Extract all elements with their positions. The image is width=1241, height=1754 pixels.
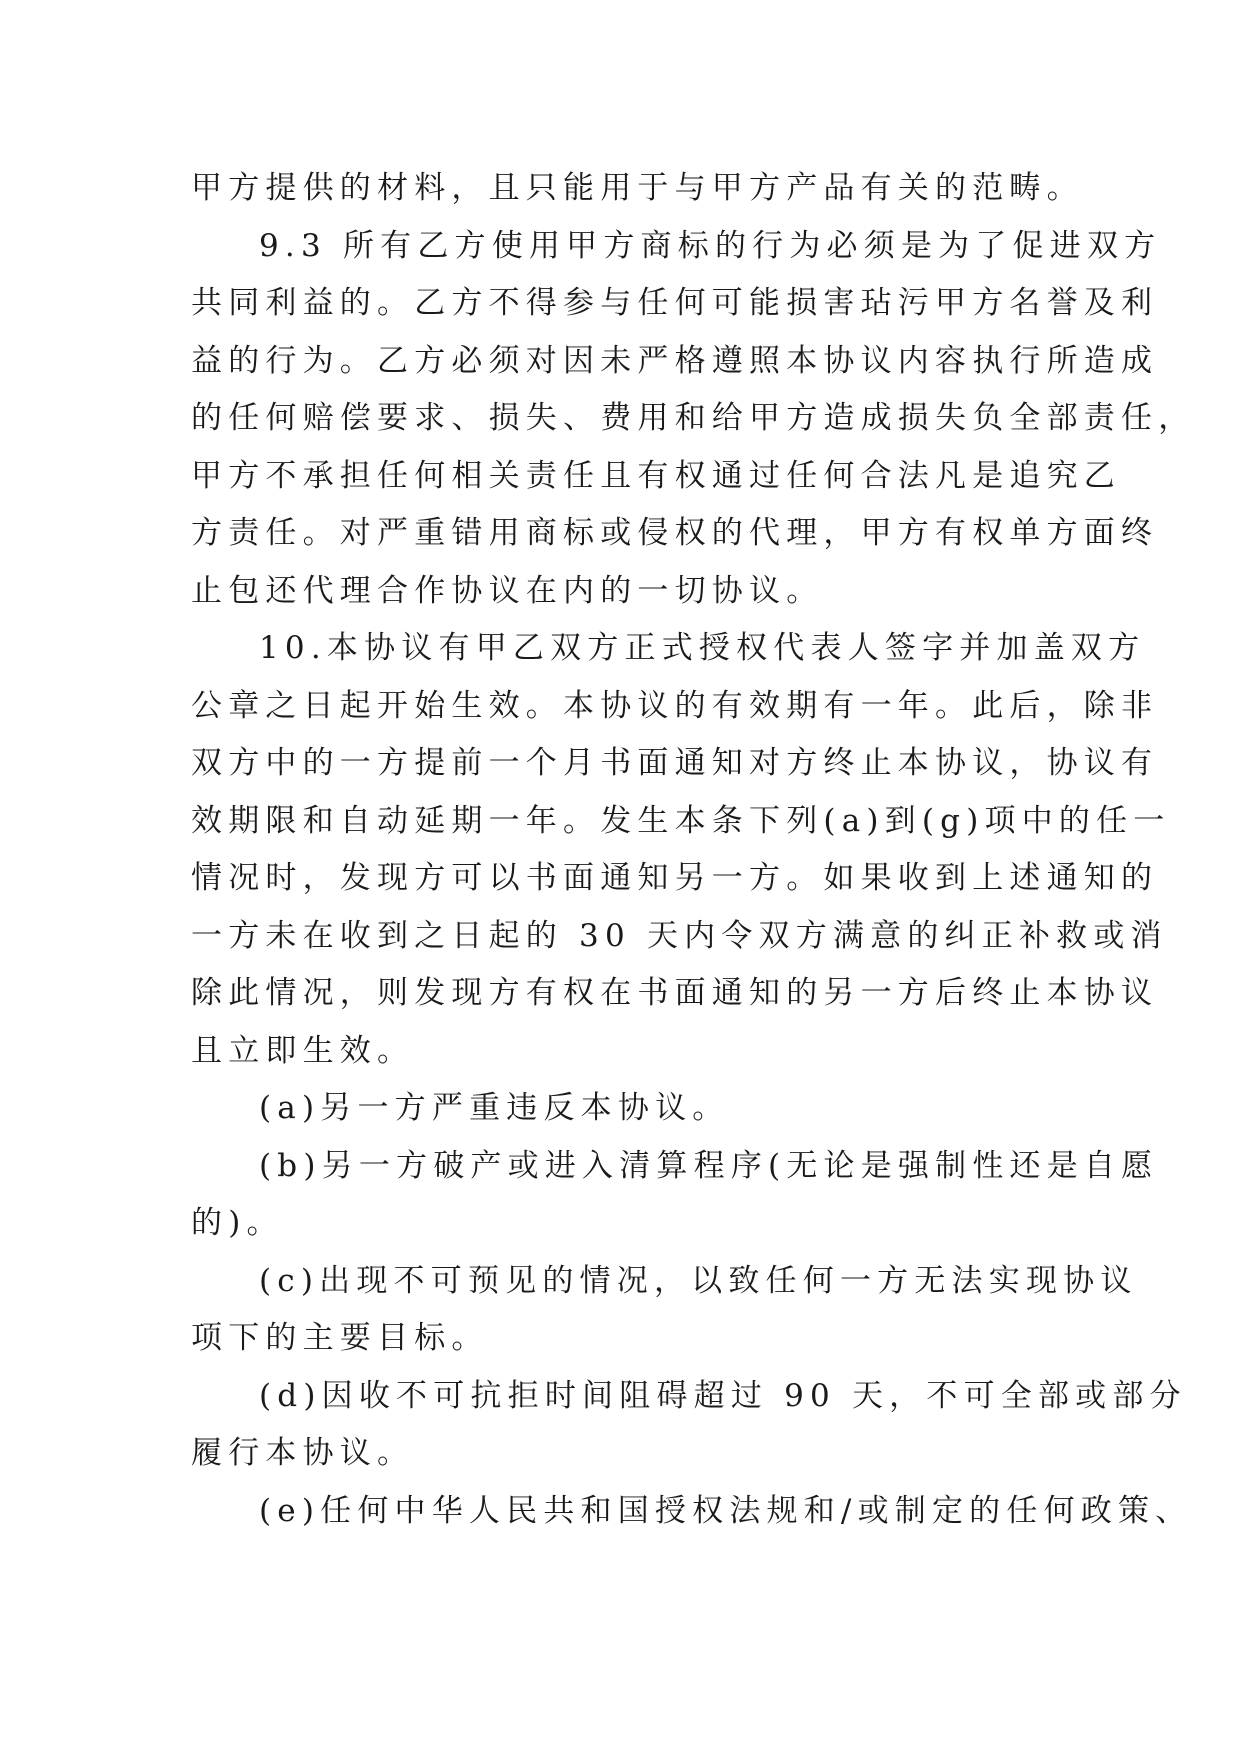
paragraph-continuation [191, 160, 1084, 218]
text-line: 益的行为。乙方必须对因未严格遵照本协议内容执行所造成 [191, 342, 1159, 379]
text-line: 9.3 所有乙方使用甲方商标的行为必须是为了促进双方 [259, 227, 1162, 264]
text-line: 的)。 [191, 1205, 284, 1241]
paragraph-item-b [191, 1138, 1159, 1253]
text-line: 10.本协议有甲乙双方正式授权代表人签字并加盖双方 [259, 630, 1146, 666]
text-line: 公章之日起开始生效。本协议的有效期有一年。此后，除非 [191, 687, 1159, 724]
text-line: 甲方提供的材料，且只能用于与甲方产品有关的范畴。 [191, 170, 1084, 206]
text-line: (c)出现不可预见的情况，以致任何一方无法实现协议 [259, 1262, 1138, 1299]
text-line: 履行本协议。 [191, 1435, 415, 1471]
text-line: 一方未在收到之日起的 30 天内令双方满意的纠正补救或消 [191, 917, 1168, 954]
text-line: 的任何赔偿要求、损失、费用和给甲方造成损失负全部责任， [191, 400, 1196, 436]
paragraph-item-d [191, 1368, 1187, 1483]
text-line: (a)另一方严重违反本协议。 [259, 1090, 730, 1126]
paragraph-clause-9-3 [191, 218, 1196, 621]
text-line: 双方中的一方提前一个月书面通知对方终止本协议，协议有 [191, 745, 1159, 781]
text-line: 项下的主要目标。 [191, 1320, 489, 1356]
text-line: (e)任何中华人民共和国授权法规和/或制定的任何政策、 [259, 1492, 1193, 1529]
text-line: 且立即生效。 [191, 1032, 415, 1069]
document-body [191, 160, 1196, 1540]
text-line: 除此情况，则发现方有权在书面通知的另一方后终止本协议 [191, 975, 1159, 1011]
text-line: 共同利益的。乙方不得参与任何可能损害玷污甲方名誉及利 [191, 285, 1159, 321]
text-line: 效期限和自动延期一年。发生本条下列(a)到(g)项中的任一 [191, 802, 1171, 839]
text-line: (d)因收不可抗拒时间阻碍超过 90 天，不可全部或部分 [259, 1377, 1187, 1414]
text-line: (b)另一方破产或进入清算程序(无论是强制性还是自愿 [259, 1147, 1159, 1184]
paragraph-clause-10 [191, 620, 1171, 1080]
text-line: 止包还代理合作协议在内的一切协议。 [191, 572, 824, 609]
text-line: 甲方不承担任何相关责任且有权通过任何合法凡是追究乙 [191, 457, 1121, 494]
text-line: 情况时，发现方可以书面通知另一方。如果收到上述通知的 [191, 860, 1159, 896]
paragraph-item-c [191, 1253, 1138, 1368]
paragraph-item-e [191, 1483, 1193, 1541]
text-line: 方责任。对严重错用商标或侵权的代理，甲方有权单方面终 [191, 515, 1159, 551]
paragraph-item-a [191, 1080, 1061, 1138]
